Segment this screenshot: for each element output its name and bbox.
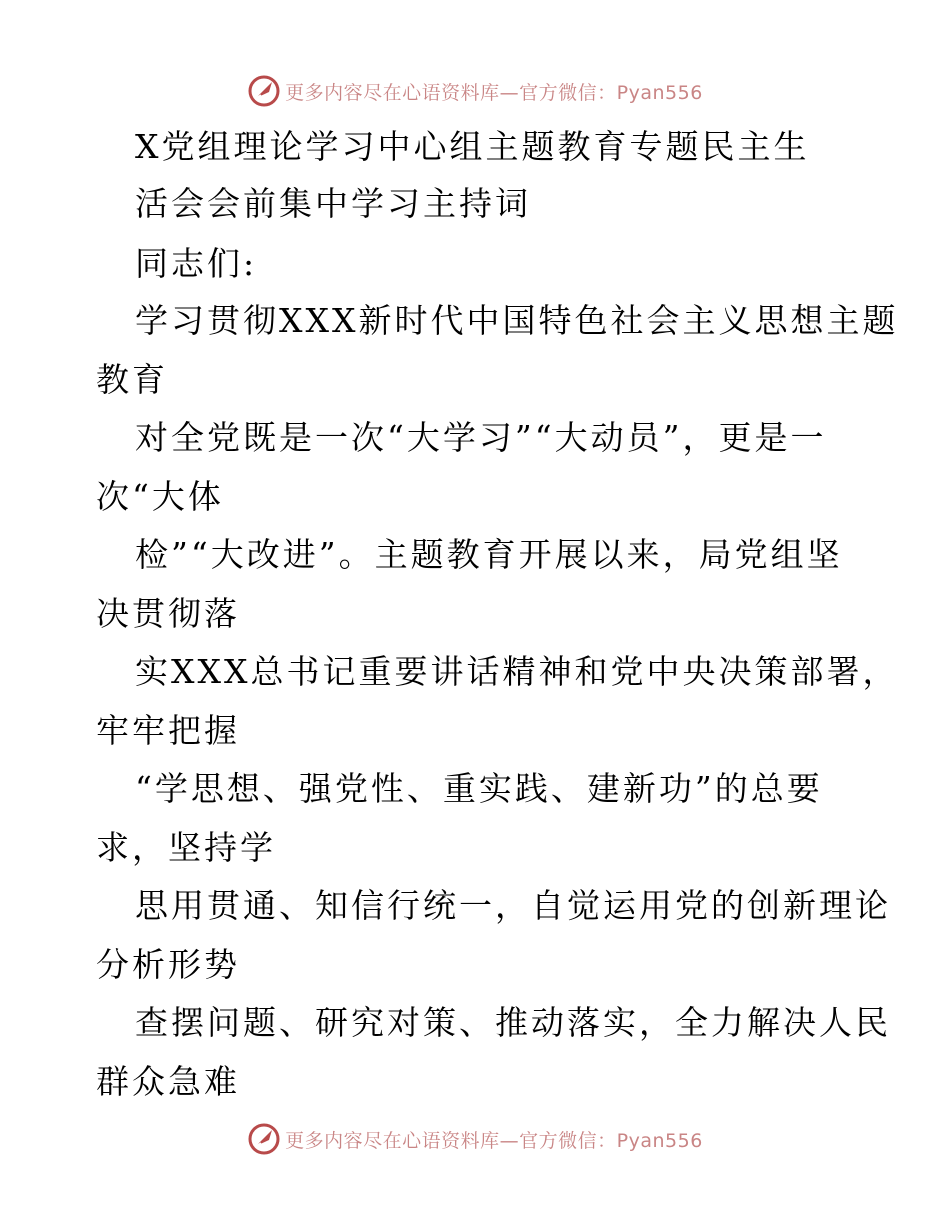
body-line: 教育 — [96, 360, 168, 399]
body-line: 分析形势 — [96, 945, 240, 984]
body-line: 求，坚持学 — [96, 828, 276, 867]
body-line: 对全党既是一次“大学习”“大动员”，更是一 — [135, 418, 827, 457]
watermark-text: 更多内容尽在心语资料库—官方微信：Pyan556 — [285, 1129, 703, 1152]
body-line: 学习贯彻XXX新时代中国特色社会主义思想主题 — [135, 301, 899, 340]
watermark-banner-top — [0, 71, 950, 111]
quill-seal-icon — [247, 1122, 281, 1156]
body-line: 查摆问题、研究对策、推动落实，全力解决人民 — [135, 1003, 891, 1042]
watermark-text: 更多内容尽在心语资料库—官方微信：Pyan556 — [285, 81, 703, 104]
salutation: 同志们: — [135, 244, 258, 283]
watermark-banner-bottom — [0, 1119, 950, 1159]
body-line: 检”“大改进”。主题教育开展以来，局党组坚 — [135, 535, 843, 574]
document-title-line-2: 活会会前集中学习主持词 — [135, 184, 531, 223]
quill-seal-icon — [247, 74, 281, 108]
body-line: 实XXX总书记重要讲话精神和党中央决策部署， — [135, 652, 899, 691]
body-line: 决贯彻落 — [96, 594, 240, 633]
body-line: 群众急难 — [96, 1062, 240, 1101]
body-line: “学思想、强党性、重实践、建新功”的总要 — [135, 769, 823, 808]
body-line: 思用贯通、知信行统一，自觉运用党的创新理论 — [135, 886, 891, 925]
body-line: 次“大体 — [96, 477, 224, 516]
body-line: 牢牢把握 — [96, 711, 240, 750]
document-title-line-1: X党组理论学习中心组主题教育专题民主生 — [135, 127, 810, 166]
